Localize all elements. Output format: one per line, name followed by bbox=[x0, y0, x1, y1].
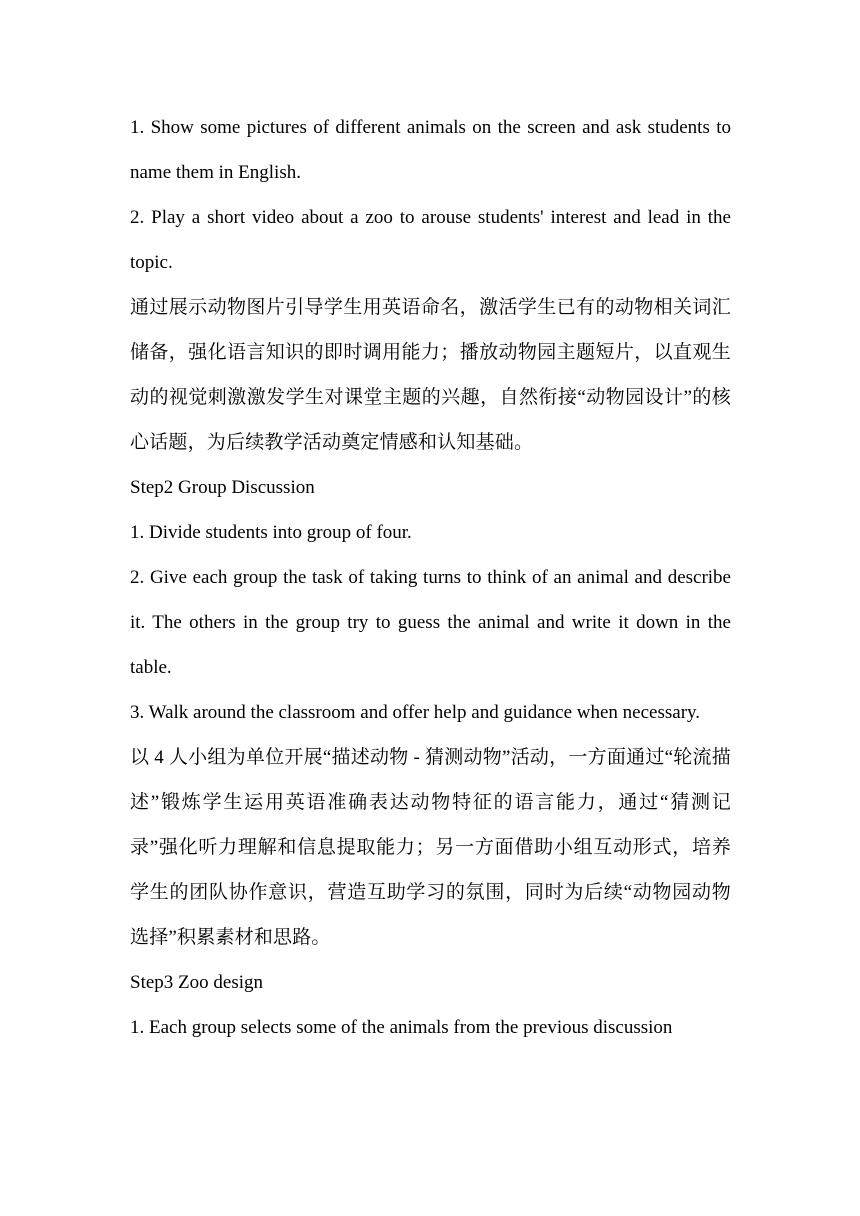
paragraph-show-pictures: 1. Show some pictures of different animals on the screen and ask students to name them in English. bbox=[130, 117, 731, 183]
section-heading-step2: Step2 Group Discussion bbox=[130, 477, 315, 498]
paragraph-step1-rationale: 通过展示动物图片引导学生用英语命名，激活学生已有的动物相关词汇储备，强化语言知识的即时调用能力；播放动物园主题短片，以直观生动的视觉刺激激发学生对课堂主题的兴趣，自然衔接“动物园设计”的核心话题，为后续教学活动奠定情感和认知基础。 bbox=[130, 297, 731, 453]
paragraph-play-video: 2. Play a short video about a zoo to arouse students' interest and lead in the topic. bbox=[130, 207, 731, 273]
document-body bbox=[130, 105, 731, 1050]
paragraph-divide-groups: 1. Divide students into group of four. bbox=[130, 522, 412, 543]
paragraph-group-task: 2. Give each group the task of taking turns to think of an animal and describe it. The others in the group try to guess the animal and write it down in the table. bbox=[130, 567, 731, 678]
section-heading-step3: Step3 Zoo design bbox=[130, 972, 263, 993]
paragraph-step2-rationale: 以 4 人小组为单位开展“描述动物 - 猜测动物”活动，一方面通过“轮流描述”锻炼学生运用英语准确表达动物特征的语言能力，通过“猜测记录”强化听力理解和信息提取能力；另一方面借助小组互动形式，培养学生的团队协作意识，营造互助学习的氛围，同时为后续“动物园动物选择”积累素材和思路。 bbox=[130, 747, 731, 948]
paragraph-walk-around: 3. Walk around the classroom and offer help and guidance when necessary. bbox=[130, 702, 701, 723]
paragraph-select-animals: 1. Each group selects some of the animals from the previous discussion bbox=[130, 1017, 673, 1038]
